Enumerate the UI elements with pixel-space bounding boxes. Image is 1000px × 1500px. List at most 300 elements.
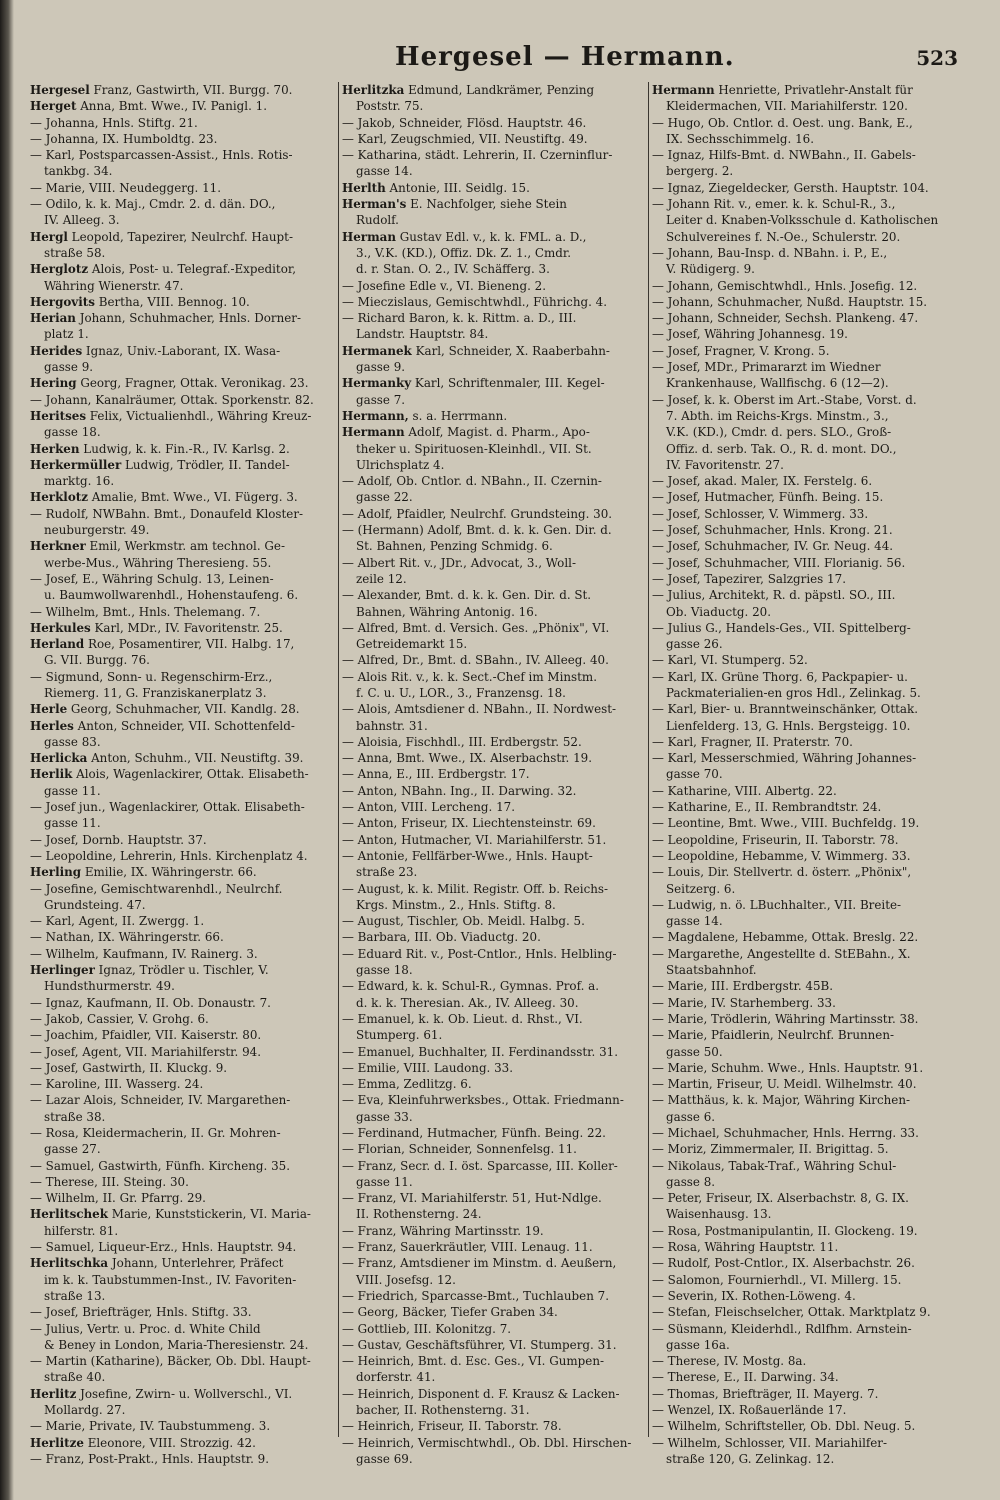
- entry-text: — Ignaz, Hilfs-Bmt. d. NWBahn., II. Gabels-: [652, 148, 916, 163]
- directory-entry-line: [30, 424, 334, 440]
- directory-entry-line: [652, 783, 958, 799]
- entry-text: — Rosa, Währing Hauptstr. 11.: [652, 1240, 839, 1255]
- entry-text: — Marie, III. Erdbergstr. 45B.: [652, 979, 834, 994]
- directory-entry-line: [652, 1369, 958, 1385]
- entry-text: — Leontine, Bmt. Wwe., VIII. Buchfeldg. 19.: [652, 816, 920, 831]
- entry-text: tankbg. 34.: [44, 164, 113, 179]
- surname-headword: Hergesel: [30, 83, 90, 97]
- entry-text: gasse 7.: [356, 392, 406, 407]
- entry-text: — Josef, Schuhmacher, IV. Gr. Neug. 44.: [652, 539, 894, 554]
- directory-entry-line: [30, 1239, 334, 1255]
- directory-entry-line: [652, 375, 958, 391]
- directory-entry-line: [652, 1092, 958, 1108]
- directory-entry-line: [652, 848, 958, 864]
- directory-entry-line: [342, 783, 644, 799]
- directory-entry-line: [30, 1076, 334, 1092]
- directory-entry-line: [342, 815, 644, 831]
- directory-entry-line: [652, 620, 958, 636]
- entry-text: Georg, Fragner, Ottak. Veronikag. 23.: [76, 376, 309, 391]
- entry-text: — Josef, k. k. Oberst im Art.-Stabe, Vorst. d.: [652, 392, 917, 407]
- directory-entry-line: [652, 278, 958, 294]
- directory-entry-line: [652, 115, 958, 131]
- directory-entry-line: [30, 636, 334, 652]
- directory-entry-line: [30, 1402, 334, 1418]
- entry-text: — Josef, Hutmacher, Fünfh. Being. 15.: [652, 490, 884, 505]
- directory-entry-line: [342, 1076, 644, 1092]
- directory-entry-line: [342, 229, 644, 245]
- directory-entry-line: [30, 1272, 334, 1288]
- page-number: 523: [916, 46, 958, 70]
- directory-entry-line: [30, 326, 334, 342]
- directory-entry-line: [30, 1223, 334, 1239]
- entry-text: bacher, II. Rothensterng. 31.: [356, 1403, 530, 1418]
- entry-text: — Anna, Bmt. Wwe., IX. Alserbachstr. 19.: [342, 751, 593, 766]
- entry-text: — Alfred, Bmt. d. Versich. Ges. „Phönix", VI.: [342, 620, 610, 635]
- directory-entry-line: [30, 620, 334, 636]
- entry-text: — Ferdinand, Hutmacher, Fünfh. Being. 22.: [342, 1126, 606, 1140]
- entry-text: — Emma, Zedlitzg. 6.: [342, 1077, 472, 1092]
- surname-headword: Herkermüller: [30, 457, 122, 472]
- entry-text: — Alois Rit. v., k. k. Sect.-Chef im Minstm.: [342, 669, 597, 684]
- entry-text: — Samuel, Liqueur-Erz., Hnls. Hauptstr. 94.: [30, 1240, 297, 1255]
- entry-text: Karl, Schneider, X. Raaberbahn-: [411, 343, 610, 358]
- entry-text: theker u. Spirituosen-Kleinhdl., VII. St.: [356, 441, 592, 456]
- directory-entry-line: [342, 962, 644, 978]
- entry-text: gasse 18.: [356, 963, 413, 978]
- entry-text: — Martin, Friseur, U. Meidl. Wilhelmstr. 40.: [652, 1077, 917, 1092]
- directory-entry-line: [342, 913, 644, 929]
- entry-text: — Margarethe, Angestellte d. StEBahn., X.: [652, 946, 911, 961]
- directory-entry-line: [342, 1402, 644, 1418]
- entry-text: Rudolf.: [356, 213, 399, 228]
- entry-text: — Louis, Dir. Stellvertr. d. österr. „Phönix",: [652, 865, 912, 880]
- entry-text: — Adolf, Pfaidler, Neulrchf. Grundsteing. 30.: [342, 506, 613, 521]
- entry-text: gasse 11.: [356, 1174, 413, 1189]
- directory-entry-line: [30, 98, 334, 114]
- directory-entry-line: [30, 163, 334, 179]
- directory-entry-line: [30, 864, 334, 880]
- directory-entry-line: [652, 832, 958, 848]
- entry-text: — Johann, Gemischtwhdl., Hnls. Josefig. 12.: [652, 278, 918, 293]
- directory-entry-line: [342, 261, 644, 277]
- entry-text: IV. Favoritenstr. 27.: [666, 457, 784, 472]
- entry-text: — Josef, Schlosser, V. Wimmerg. 33.: [652, 506, 869, 521]
- entry-text: Felix, Victualienhdl., Währing Kreuz-: [86, 408, 312, 423]
- entry-text: — Albert Rit. v., JDr., Advocat, 3., Woll-: [342, 555, 576, 570]
- surname-headword: Herget: [30, 99, 77, 114]
- entry-text: E. Nachfolger, siehe Stein: [406, 197, 567, 212]
- entry-text: Edmund, Landkrämer, Penzing: [404, 83, 595, 97]
- directory-entry-line: [342, 555, 644, 571]
- entry-text: — Richard Baron, k. k. Rittm. a. D., III.: [342, 311, 577, 326]
- entry-text: — Ignaz, Kaufmann, II. Ob. Donaustr. 7.: [30, 995, 271, 1010]
- entry-text: d. k. k. Theresian. Ak., IV. Alleeg. 30.: [356, 995, 579, 1010]
- directory-entry-line: [30, 1174, 334, 1190]
- entry-text: — Johann, Schneider, Sechsh. Plankeng. 47.: [652, 311, 919, 326]
- directory-entry-line: [342, 506, 644, 522]
- entry-text: straße 58.: [44, 245, 106, 260]
- entry-text: — Anton, VIII. Lercheng. 17.: [342, 800, 516, 815]
- entry-text: gasse 70.: [666, 767, 723, 782]
- entry-text: — Katharine, E., II. Rembrandtstr. 24.: [652, 800, 882, 815]
- entry-text: gasse 83.: [44, 734, 101, 749]
- entry-text: VIII. Josefsg. 12.: [356, 1272, 456, 1287]
- entry-text: — Anna, E., III. Erdbergstr. 17.: [342, 767, 530, 782]
- entry-text: werbe-Mus., Währing Theresieng. 55.: [44, 555, 272, 570]
- entry-text: — Therese, E., II. Darwing. 34.: [652, 1370, 839, 1385]
- directory-entry-line: [342, 294, 644, 310]
- directory-entry-line: [342, 82, 644, 98]
- directory-entry-line: [30, 1092, 334, 1108]
- entry-text: — Martin (Katharine), Bäcker, Ob. Dbl. Haupt-: [30, 1354, 311, 1369]
- entry-text: 7. Abth. im Reichs-Krgs. Minstm., 3.,: [666, 408, 889, 423]
- directory-entry-line: [30, 441, 334, 457]
- directory-entry-line: [30, 718, 334, 734]
- entry-text: V. Rüdigerg. 9.: [666, 262, 755, 277]
- entry-text: St. Bahnen, Penzing Schmidg. 6.: [356, 539, 553, 554]
- entry-text: — Josef, Dornb. Hauptstr. 37.: [30, 832, 207, 847]
- entry-text: — Salomon, Fournierhdl., VI. Millerg. 15.: [652, 1272, 902, 1287]
- entry-text: — Alois, Amtsdiener d. NBahn., II. Nordwest-: [342, 702, 617, 717]
- directory-entry-line: [342, 1223, 644, 1239]
- entry-text: gasse 9.: [356, 360, 406, 375]
- directory-entry-line: [652, 685, 958, 701]
- directory-entry-line: [342, 1060, 644, 1076]
- entry-text: — Johanna, IX. Humboldtg. 23.: [30, 131, 218, 146]
- directory-entry-line: [30, 489, 334, 505]
- entry-text: — Mieczislaus, Gemischtwhdl., Führichg. 4.: [342, 294, 608, 309]
- surname-headword: Herlitzka: [342, 83, 405, 97]
- entry-text: — August, k. k. Milit. Registr. Off. b. Reichs-: [342, 881, 609, 896]
- entry-text: Amalie, Bmt. Wwe., VI. Fügerg. 3.: [88, 490, 298, 505]
- entry-text: — Josef, Schuhmacher, Hnls. Krong. 21.: [652, 523, 893, 538]
- entry-text: gasse 6.: [666, 1109, 716, 1124]
- entry-text: — Odilo, k. k. Maj., Cmdr. 2. d. dän. DO.,: [30, 197, 276, 212]
- entry-text: Alois, Post- u. Telegraf.-Expeditor,: [88, 262, 297, 277]
- surname-headword: Herken: [30, 441, 80, 456]
- directory-entry-line: [30, 196, 334, 212]
- entry-text: — Therese, III. Steing. 30.: [30, 1174, 189, 1189]
- entry-text: bahnstr. 31.: [356, 718, 428, 733]
- directory-entry-line: [342, 522, 644, 538]
- directory-entry-line: [30, 1206, 334, 1222]
- directory-entry-line: [30, 783, 334, 799]
- directory-entry-line: [652, 1402, 958, 1418]
- entry-text: — Leopoldine, Hebamme, V. Wimmerg. 33.: [652, 848, 911, 863]
- directory-entry-line: [652, 604, 958, 620]
- directory-entry-line: [30, 294, 334, 310]
- entry-text: — Leopoldine, Lehrerin, Hnls. Kirchenplatz 4.: [30, 848, 308, 863]
- directory-entry-line: [342, 864, 644, 880]
- surname-headword: Herlitz: [30, 1386, 77, 1401]
- entry-text: — Johann, Schuhmacher, Nußd. Hauptstr. 15.: [652, 294, 928, 309]
- entry-text: — Marie, Schuhm. Wwe., Hnls. Hauptstr. 91.: [652, 1060, 924, 1075]
- entry-text: & Beney in London, Maria-Theresienstr. 24.: [44, 1337, 309, 1352]
- entry-text: — Karl, Fragner, II. Praterstr. 70.: [652, 734, 853, 749]
- entry-text: — Emanuel, Buchhalter, II. Ferdinandsstr. 31.: [342, 1044, 618, 1059]
- directory-entry-line: [30, 1190, 334, 1206]
- directory-entry-line: [342, 98, 644, 114]
- entry-text: Mollardg. 27.: [44, 1403, 126, 1418]
- directory-entry-line: [342, 929, 644, 945]
- directory-entry-line: [30, 848, 334, 864]
- entry-text: — Marie, IV. Starhemberg. 33.: [652, 995, 836, 1010]
- entry-text: Währing Wienerstr. 47.: [44, 278, 184, 293]
- entry-text: Karl, MDr., IV. Favoritenstr. 25.: [90, 620, 283, 635]
- entry-text: — Adolf, Ob. Cntlor. d. NBahn., II. Czernin-: [342, 474, 602, 489]
- surname-headword: Herlik: [30, 767, 73, 782]
- directory-entry-line: [342, 750, 644, 766]
- directory-entry-line: [342, 1239, 644, 1255]
- entry-text: s. a. Herrmann.: [408, 408, 508, 423]
- directory-entry-line: [342, 1141, 644, 1157]
- entry-text: — Josef, akad. Maler, IX. Ferstelg. 6.: [652, 474, 873, 489]
- entry-text: — Heinrich, Vermischtwhdl., Ob. Dbl. Hirschen-: [342, 1435, 632, 1450]
- directory-entry-line: [652, 163, 958, 179]
- directory-entry-line: [342, 1125, 644, 1141]
- entry-text: — Julius, Vertr. u. Proc. d. White Child: [30, 1321, 261, 1336]
- directory-entry-line: [30, 766, 334, 782]
- entry-text: Anton, Schuhm., VII. Neustiftg. 39.: [87, 751, 304, 766]
- directory-entry-line: [652, 897, 958, 913]
- directory-entry-line: [342, 685, 644, 701]
- entry-text: Leopold, Tapezirer, Neulrchf. Haupt-: [67, 229, 293, 244]
- entry-text: — Marie, Pfaidlerin, Neulrchf. Brunnen-: [652, 1028, 895, 1043]
- entry-text: — Rudolf, NWBahn. Bmt., Donaufeld Kloster-: [30, 506, 304, 521]
- surname-headword: Herling: [30, 865, 82, 880]
- directory-entry-line: [30, 278, 334, 294]
- directory-entry-line: [342, 946, 644, 962]
- directory-entry-line: [652, 196, 958, 212]
- directory-entry-line: [342, 766, 644, 782]
- directory-entry-line: [30, 1353, 334, 1369]
- entry-text: — Josef, E., Währing Schulg. 13, Leinen-: [30, 571, 274, 586]
- directory-entry-line: [30, 571, 334, 587]
- directory-entry-line: [30, 669, 334, 685]
- directory-entry-line: [652, 1027, 958, 1043]
- directory-entry-line: [342, 897, 644, 913]
- entry-text: gasse 14.: [666, 914, 723, 929]
- entry-text: gasse 14.: [356, 164, 413, 179]
- entry-text: Alois, Wagenlackirer, Ottak. Elisabeth-: [72, 767, 309, 782]
- directory-entry-line: [652, 473, 958, 489]
- directory-entry-line: [342, 1418, 644, 1434]
- directory-entry-line: [30, 1255, 334, 1271]
- directory-entry-line: [342, 734, 644, 750]
- entry-text: marktg. 16.: [44, 474, 115, 489]
- directory-entry-line: [30, 115, 334, 131]
- entry-text: bergerg. 2.: [666, 164, 734, 179]
- directory-entry-line: [30, 1386, 334, 1402]
- directory-entry-line: [30, 375, 334, 391]
- entry-text: — Rosa, Postmanipulantin, II. Glockeng. 19.: [652, 1223, 918, 1238]
- directory-entry-line: [30, 555, 334, 571]
- directory-entry-line: [30, 815, 334, 831]
- directory-entry-line: [342, 1011, 644, 1027]
- directory-entry-line: [30, 897, 334, 913]
- entry-text: Roe, Posamentirer, VII. Halbg. 17,: [84, 637, 295, 652]
- directory-entry-line: [30, 1451, 334, 1467]
- directory-entry-line: [342, 392, 644, 408]
- directory-entry-line: [342, 196, 644, 212]
- entry-text: — Alexander, Bmt. d. k. k. Gen. Dir. d. St.: [342, 588, 592, 603]
- entry-text: Getreidemarkt 15.: [356, 637, 468, 652]
- directory-entry-line: [342, 1451, 644, 1467]
- directory-entry-line: [342, 489, 644, 505]
- directory-entry-line: [652, 131, 958, 147]
- directory-entry-line: [342, 1321, 644, 1337]
- entry-text: — Karl, Bier- u. Branntweinschänker, Ottak.: [652, 702, 918, 717]
- entry-text: Georg, Schuhmacher, VII. Kandlg. 28.: [67, 702, 300, 717]
- entry-text: — Leopoldine, Friseurin, II. Taborstr. 78.: [652, 832, 899, 847]
- directory-entry-line: [342, 1369, 644, 1385]
- entry-text: — Wilhelm, Schriftsteller, Ob. Dbl. Neug. 5.: [652, 1419, 916, 1434]
- surname-headword: Herkules: [30, 620, 91, 635]
- entry-text: gasse 50.: [666, 1044, 723, 1059]
- directory-entry-line: [30, 131, 334, 147]
- surname-headword: Herlicka: [30, 751, 88, 766]
- entry-text: Staatsbahnhof.: [666, 963, 757, 978]
- directory-entry-line: [342, 587, 644, 603]
- entry-text: — Anton, NBahn. Ing., II. Darwing. 32.: [342, 783, 577, 798]
- entry-text: gasse 22.: [356, 490, 413, 505]
- entry-text: Riemerg. 11, G. Franziskanerplatz 3.: [44, 685, 267, 700]
- entry-text: Eleonore, VIII. Strozzig. 42.: [83, 1435, 256, 1450]
- directory-entry-line: [652, 1125, 958, 1141]
- directory-entry-line: [30, 1288, 334, 1304]
- directory-entry-line: [30, 652, 334, 668]
- entry-text: — Peter, Friseur, IX. Alserbachstr. 8, G. IX.: [652, 1191, 909, 1206]
- entry-text: — Wilhelm, II. Gr. Pfarrg. 29.: [30, 1191, 206, 1206]
- directory-entry-line: [342, 652, 644, 668]
- directory-entry-line: [30, 1027, 334, 1043]
- directory-entry-line: [652, 343, 958, 359]
- entry-text: — Emilie, VIII. Laudong. 33.: [342, 1060, 514, 1075]
- directory-entry-line: [342, 881, 644, 897]
- directory-entry-line: [652, 929, 958, 945]
- surname-headword: Herglotz: [30, 262, 89, 277]
- directory-entry-line: [30, 473, 334, 489]
- directory-column-3: [652, 82, 958, 1482]
- entry-text: — Josef jun., Wagenlackirer, Ottak. Elisabeth-: [30, 800, 305, 815]
- entry-text: — Franz, Amtsdiener im Minstm. d. Aeußern,: [342, 1256, 617, 1271]
- entry-text: Franz, Gastwirth, VII. Burgg. 70.: [89, 83, 293, 97]
- entry-text: G. VII. Burgg. 76.: [44, 653, 150, 668]
- entry-text: — Eduard Rit. v., Post-Cntlor., Hnls. Helbling-: [342, 946, 617, 961]
- surname-headword: Herlinger: [30, 963, 95, 978]
- directory-entry-line: [652, 718, 958, 734]
- entry-text: — Josef, Tapezirer, Salzgries 17.: [652, 571, 846, 586]
- directory-entry-line: [652, 212, 958, 228]
- entry-text: — Franz, Sauerkräutler, VIII. Lenaug. 11.: [342, 1240, 593, 1255]
- entry-text: Anna, Bmt. Wwe., IV. Panigl. 1.: [76, 99, 267, 114]
- directory-entry-line: [652, 506, 958, 522]
- directory-entry-line: [652, 441, 958, 457]
- entry-text: — Moriz, Zimmermaler, II. Brigittag. 5.: [652, 1142, 889, 1157]
- directory-entry-line: [652, 392, 958, 408]
- entry-text: Landstr. Hauptstr. 84.: [356, 327, 489, 342]
- directory-entry-line: [652, 1060, 958, 1076]
- surname-headword: Herlitschek: [30, 1207, 108, 1222]
- directory-entry-line: [30, 1435, 334, 1451]
- directory-entry-line: [652, 522, 958, 538]
- surname-headword: Hermann: [342, 425, 405, 440]
- entry-text: II. Rothensterng. 24.: [356, 1207, 482, 1222]
- directory-entry-line: [652, 881, 958, 897]
- entry-text: — Josef, Schuhmacher, VIII. Florianig. 56.: [652, 555, 906, 570]
- entry-text: Ludwig, Trödler, II. Tandel-: [121, 457, 290, 472]
- entry-text: — Wilhelm, Schlosser, VII. Mariahilfer-: [652, 1435, 888, 1450]
- entry-text: — Therese, IV. Mostg. 8a.: [652, 1354, 807, 1369]
- surname-headword: Hermanek: [342, 343, 412, 358]
- entry-text: — Nathan, IX. Währingerstr. 66.: [30, 930, 224, 945]
- surname-headword: Hergovits: [30, 294, 95, 309]
- entry-text: — Franz, Secr. d. I. öst. Sparcasse, III. Koller-: [342, 1158, 618, 1173]
- entry-text: Hundsthurmerstr. 49.: [44, 979, 175, 994]
- entry-text: Johann, Unterlehrer, Präfect: [108, 1256, 284, 1271]
- directory-entry-line: [342, 245, 644, 261]
- directory-entry-line: [342, 343, 644, 359]
- directory-entry-line: [652, 571, 958, 587]
- directory-entry-line: [30, 1158, 334, 1174]
- entry-text: Bertha, VIII. Bennog. 10.: [94, 294, 250, 309]
- surname-headword: Herlitze: [30, 1435, 84, 1450]
- directory-entry-line: [30, 929, 334, 945]
- surname-headword: Herklotz: [30, 490, 88, 505]
- entry-text: IX. Sechsschimmelg. 16.: [666, 131, 815, 146]
- directory-entry-line: [342, 718, 644, 734]
- entry-text: — Antonie, Fellfärber-Wwe., Hnls. Haupt-: [342, 848, 593, 863]
- directory-entry-line: [652, 245, 958, 261]
- page-title: Hergesel — Hermann.: [395, 42, 735, 72]
- directory-entry-line: [30, 343, 334, 359]
- directory-entry-line: [652, 1288, 958, 1304]
- entry-text: — Franz, Post-Prakt., Hnls. Hauptstr. 9.: [30, 1451, 270, 1466]
- entry-text: — Josef, Briefträger, Hnls. Stiftg. 33.: [30, 1305, 252, 1320]
- entry-text: — Franz, VI. Mariahilferstr. 51, Hut-Ndlge.: [342, 1191, 602, 1206]
- directory-entry-line: [30, 1109, 334, 1125]
- column-divider: [648, 82, 649, 1437]
- surname-headword: Herides: [30, 343, 83, 358]
- directory-entry-line: [30, 82, 334, 98]
- entry-text: Bahnen, Währing Antonig. 16.: [356, 604, 538, 619]
- directory-entry-line: [342, 163, 644, 179]
- entry-text: — Karl, Postsparcassen-Assist., Hnls. Rotis-: [30, 148, 293, 163]
- entry-text: — Stefan, Fleischselcher, Ottak. Marktplatz 9.: [652, 1305, 931, 1320]
- directory-entry-line: [30, 1011, 334, 1027]
- entry-text: Ignaz, Trödler u. Tischler, V.: [94, 963, 269, 978]
- directory-entry-line: [30, 1321, 334, 1337]
- entry-text: Emilie, IX. Währingerstr. 66.: [81, 865, 257, 880]
- entry-text: platz 1.: [44, 327, 89, 342]
- directory-entry-line: [652, 424, 958, 440]
- directory-entry-line: [652, 1386, 958, 1402]
- entry-text: — Johann, Kanalräumer, Ottak. Sporkenstr. 82.: [30, 392, 314, 407]
- entry-text: — Nikolaus, Tabak-Traf., Währing Schul-: [652, 1158, 897, 1173]
- entry-text: Gustav Edl. v., k. k. FML. a. D.,: [396, 229, 587, 244]
- surname-headword: Hermanky: [342, 376, 412, 391]
- directory-entry-line: [30, 180, 334, 196]
- entry-text: hilferstr. 81.: [44, 1223, 119, 1238]
- page-binding-edge: [0, 0, 14, 1500]
- directory-entry-line: [652, 734, 958, 750]
- directory-entry-line: [652, 457, 958, 473]
- entry-text: — Joachim, Pfaidler, VII. Kaiserstr. 80.: [30, 1028, 262, 1043]
- entry-text: — Edward, k. k. Schul-R., Gymnas. Prof. a.: [342, 979, 599, 994]
- directory-entry-line: [652, 1223, 958, 1239]
- directory-entry-line: [30, 604, 334, 620]
- entry-text: Karl, Schriftenmaler, III. Kegel-: [411, 376, 605, 391]
